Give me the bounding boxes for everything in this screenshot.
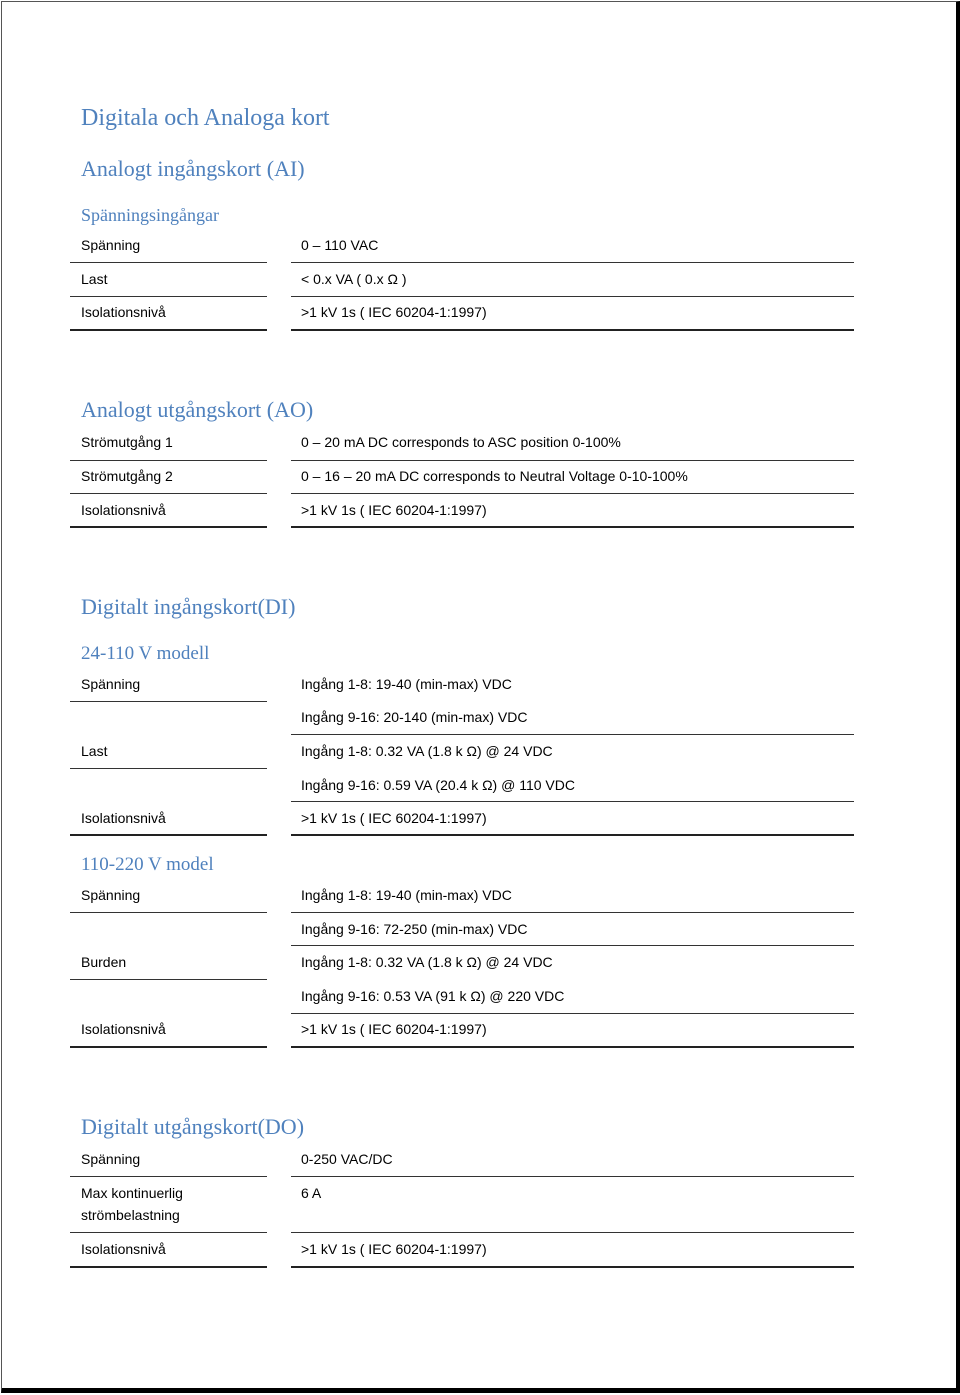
di-model2-value: >1 kV 1s ( IEC 60204-1:1997) <box>301 1021 487 1037</box>
divider <box>291 945 854 946</box>
ai-label-voltage: Spänning <box>81 237 141 253</box>
divider <box>70 1266 267 1268</box>
di-model2-heading: 110-220 V model <box>81 854 214 875</box>
di-model1-label-voltage: Spänning <box>81 676 141 692</box>
di-model2-value: Ingång 1-8: 19-40 (min-max) VDC <box>301 887 512 903</box>
divider <box>291 801 854 802</box>
do-heading: Digitalt utgångskort(DO) <box>81 1114 305 1139</box>
divider <box>70 768 267 769</box>
divider <box>291 296 854 297</box>
divider <box>291 262 854 263</box>
di-model2-value: Ingång 9-16: 72-250 (min-max) VDC <box>301 921 528 937</box>
divider <box>70 526 267 528</box>
ao-label-current2: Strömutgång 2 <box>81 468 173 484</box>
do-label-current-line1: Max kontinuerlig <box>81 1185 183 1201</box>
do-label-isolation: Isolationsnivå <box>81 1241 166 1257</box>
divider <box>70 493 267 494</box>
divider <box>291 526 854 528</box>
divider <box>291 834 854 836</box>
di-heading: Digitalt ingångskort(DI) <box>81 594 296 619</box>
divider <box>70 262 267 263</box>
di-model2-label-burden: Burden <box>81 954 127 970</box>
divider <box>291 1266 854 1268</box>
divider <box>70 979 267 980</box>
di-model1-value: >1 kV 1s ( IEC 60204-1:1997) <box>301 810 487 826</box>
ai-label-isolation: Isolationsnivå <box>81 304 166 320</box>
di-model1-heading: 24-110 V modell <box>81 643 210 664</box>
di-model2-value: Ingång 1-8: 0.32 VA (1.8 k Ω) @ 24 VDC <box>301 954 553 970</box>
divider <box>291 1176 854 1177</box>
di-model1-label-isolation: Isolationsnivå <box>81 810 166 826</box>
ai-value-voltage: 0 – 110 VAC <box>301 237 379 253</box>
ai-subheading: Spänningsingångar <box>81 205 219 225</box>
divider <box>291 1013 854 1014</box>
ai-heading: Analogt ingångskort (AI) <box>81 156 305 181</box>
di-model2-label-isolation: Isolationsnivå <box>81 1021 166 1037</box>
di-model1-value: Ingång 1-8: 0.32 VA (1.8 k Ω) @ 24 VDC <box>301 743 553 759</box>
do-value-current: 6 A <box>301 1185 322 1201</box>
ao-heading: Analogt utgångskort (AO) <box>81 397 314 422</box>
divider <box>291 329 854 331</box>
divider <box>291 1232 854 1233</box>
ao-value-current1: 0 – 20 mA DC corresponds to ASC position 0-100% <box>301 434 621 450</box>
divider <box>70 329 267 331</box>
do-label-voltage: Spänning <box>81 1151 141 1167</box>
page-title: Digitala och Analoga kort <box>81 105 330 131</box>
ai-value-load: < 0.x VA ( 0.x Ω ) <box>301 271 407 287</box>
divider <box>291 460 854 461</box>
ao-label-isolation: Isolationsnivå <box>81 502 166 518</box>
divider <box>70 460 267 461</box>
divider <box>291 1046 854 1048</box>
divider <box>291 493 854 494</box>
do-value-voltage: 0-250 VAC/DC <box>301 1151 393 1167</box>
do-value-isolation: >1 kV 1s ( IEC 60204-1:1997) <box>301 1241 487 1257</box>
divider <box>70 834 267 836</box>
divider <box>70 701 267 702</box>
di-model1-value: Ingång 9-16: 0.59 VA (20.4 k Ω) @ 110 VDC <box>301 777 575 793</box>
divider <box>70 296 267 297</box>
di-model2-label-voltage: Spänning <box>81 887 141 903</box>
divider <box>70 912 267 913</box>
ao-label-current1: Strömutgång 1 <box>81 434 173 450</box>
ao-value-isolation: >1 kV 1s ( IEC 60204-1:1997) <box>301 502 487 518</box>
ai-label-load: Last <box>81 271 108 287</box>
di-model1-label-load: Last <box>81 743 108 759</box>
divider <box>70 1232 267 1233</box>
di-model2-value: Ingång 9-16: 0.53 VA (91 k Ω) @ 220 VDC <box>301 988 565 1004</box>
do-label-current-line2: strömbelastning <box>81 1207 180 1223</box>
di-model1-value: Ingång 1-8: 19-40 (min-max) VDC <box>301 676 512 692</box>
divider <box>291 734 854 735</box>
divider <box>291 912 854 913</box>
divider <box>70 1176 267 1177</box>
di-model1-value: Ingång 9-16: 20-140 (min-max) VDC <box>301 709 528 725</box>
ao-value-current2: 0 – 16 – 20 mA DC corresponds to Neutral Voltage 0-10-100% <box>301 468 688 484</box>
divider <box>70 1046 267 1048</box>
ai-value-isolation: >1 kV 1s ( IEC 60204-1:1997) <box>301 304 487 320</box>
